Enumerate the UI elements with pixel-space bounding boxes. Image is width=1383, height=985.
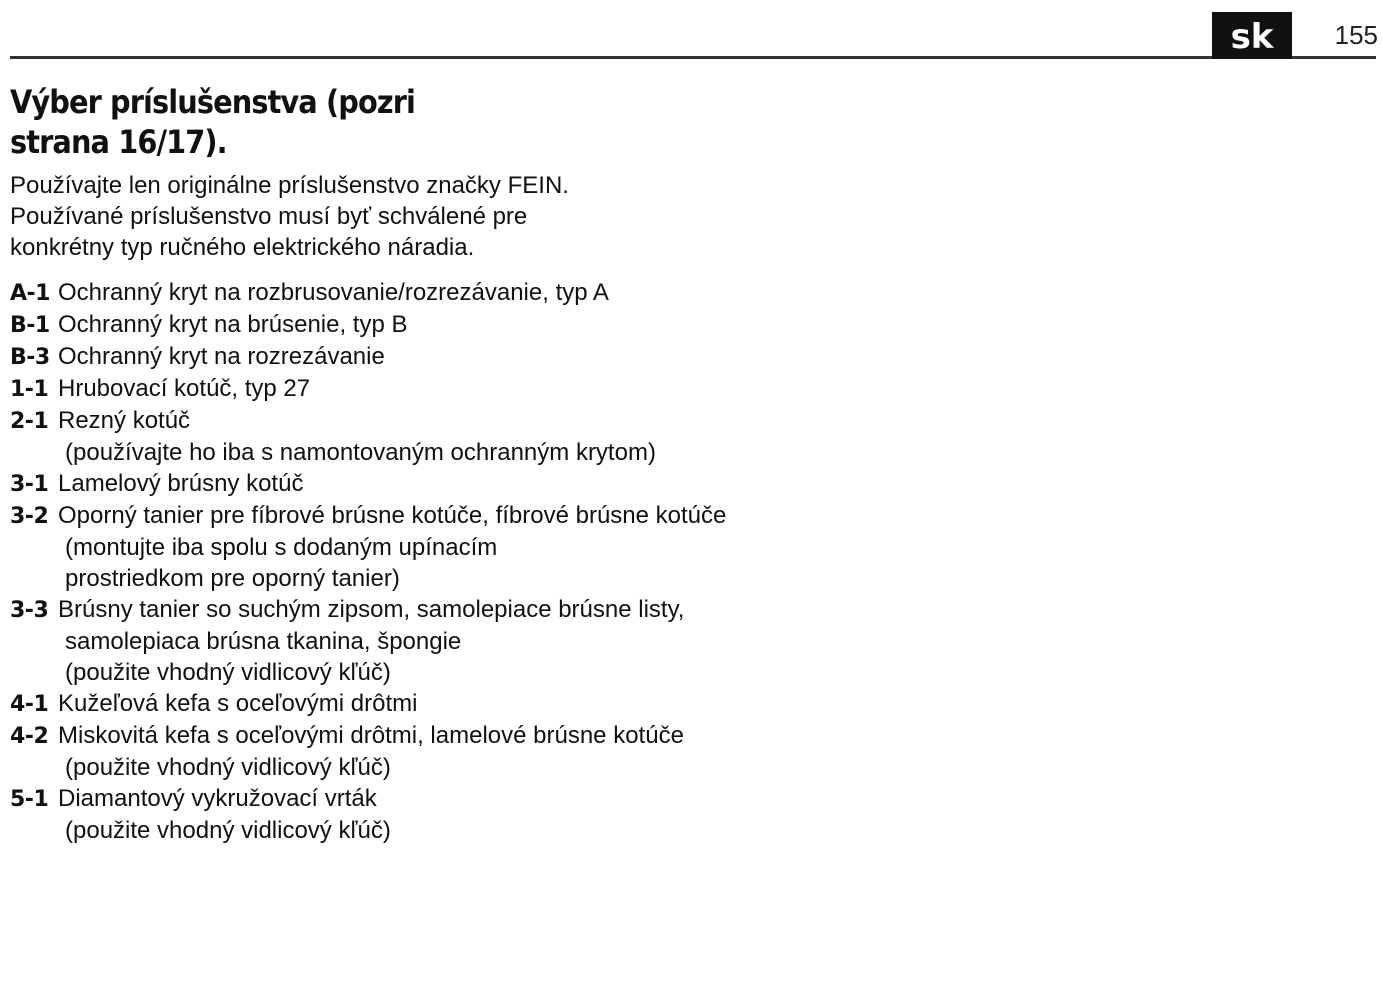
language-badge: sk (1212, 12, 1292, 59)
accessory-description: Ochranný kryt na rozbrusovanie/rozrezávanie, typ A (58, 279, 609, 306)
accessory-note: (použite vhodný vidlicový kľúč) (65, 817, 391, 844)
accessory-description: Lamelový brúsny kotúč (58, 470, 304, 497)
accessory-code: 4-1 (10, 692, 49, 717)
accessory-code: 3-3 (10, 598, 49, 623)
accessory-note: (použite vhodný vidlicový kľúč) (65, 659, 391, 686)
accessory-item (10, 720, 705, 783)
accessory-item (10, 309, 710, 341)
intro-paragraph: Používané príslušenstvo musí byť schválené pre konkrétny typ ručného elektrického náradia. (10, 203, 528, 261)
accessory-item (10, 373, 710, 405)
page-number: 155 (1334, 20, 1378, 50)
header-rule (10, 56, 1376, 59)
accessory-code: 1-1 (10, 377, 49, 402)
accessory-item (10, 783, 710, 846)
accessory-item (10, 405, 725, 468)
accessory-description: Rezný kotúč (58, 407, 191, 434)
accessory-item (10, 468, 710, 500)
accessory-description: Hrubovací kotúč, typ 27 (58, 375, 311, 402)
accessory-description: Miskovitá kefa s oceľovými drôtmi, lamelové brúsne kotúče (58, 722, 684, 749)
accessory-description: Oporný tanier pre fíbrové brúsne kotúče, fíbrové brúsne kotúče (58, 502, 727, 529)
accessory-description: Ochranný kryt na brúsenie, typ B (58, 311, 408, 338)
accessory-code: 3-2 (10, 504, 49, 529)
section-title-line-2: strana 16/17). (10, 123, 227, 161)
accessory-note: (montujte iba spolu s dodaným upínacím prostriedkom pre oporný tanier) (65, 534, 498, 592)
accessory-code: 4-2 (10, 724, 49, 749)
accessory-description: Brúsny tanier so suchým zipsom, samolepiace brúsne listy, samolepiaca brúsna tkanina, špongie (58, 596, 685, 655)
accessory-code: B-3 (10, 345, 50, 370)
section-title (10, 82, 478, 162)
section-title-line-1: Výber príslušenstva (pozri (10, 83, 415, 121)
accessory-description: Ochranný kryt na rozrezávanie (58, 343, 385, 370)
accessory-item (10, 500, 745, 594)
accessory-list (10, 277, 727, 846)
accessory-item (10, 594, 745, 688)
accessory-description: Diamantový vykružovací vrták (58, 785, 377, 812)
accessory-code: 5-1 (10, 787, 49, 812)
accessory-note: (používajte ho iba s namontovaným ochranným krytom) (65, 439, 656, 466)
accessory-note: (použite vhodný vidlicový kľúč) (65, 754, 391, 781)
accessory-code: 2-1 (10, 409, 49, 434)
accessory-item (10, 277, 705, 309)
accessory-item (10, 341, 710, 373)
accessory-item (10, 688, 710, 720)
intro-paragraph: Používajte len originálne príslušenstvo značky FEIN. (10, 172, 569, 199)
intro-text (10, 170, 710, 263)
accessory-code: 3-1 (10, 472, 49, 497)
page-content (10, 82, 727, 846)
accessory-code: B-1 (10, 313, 50, 338)
accessory-code: A-1 (10, 281, 50, 306)
accessory-description: Kužeľová kefa s oceľovými drôtmi (58, 690, 418, 717)
